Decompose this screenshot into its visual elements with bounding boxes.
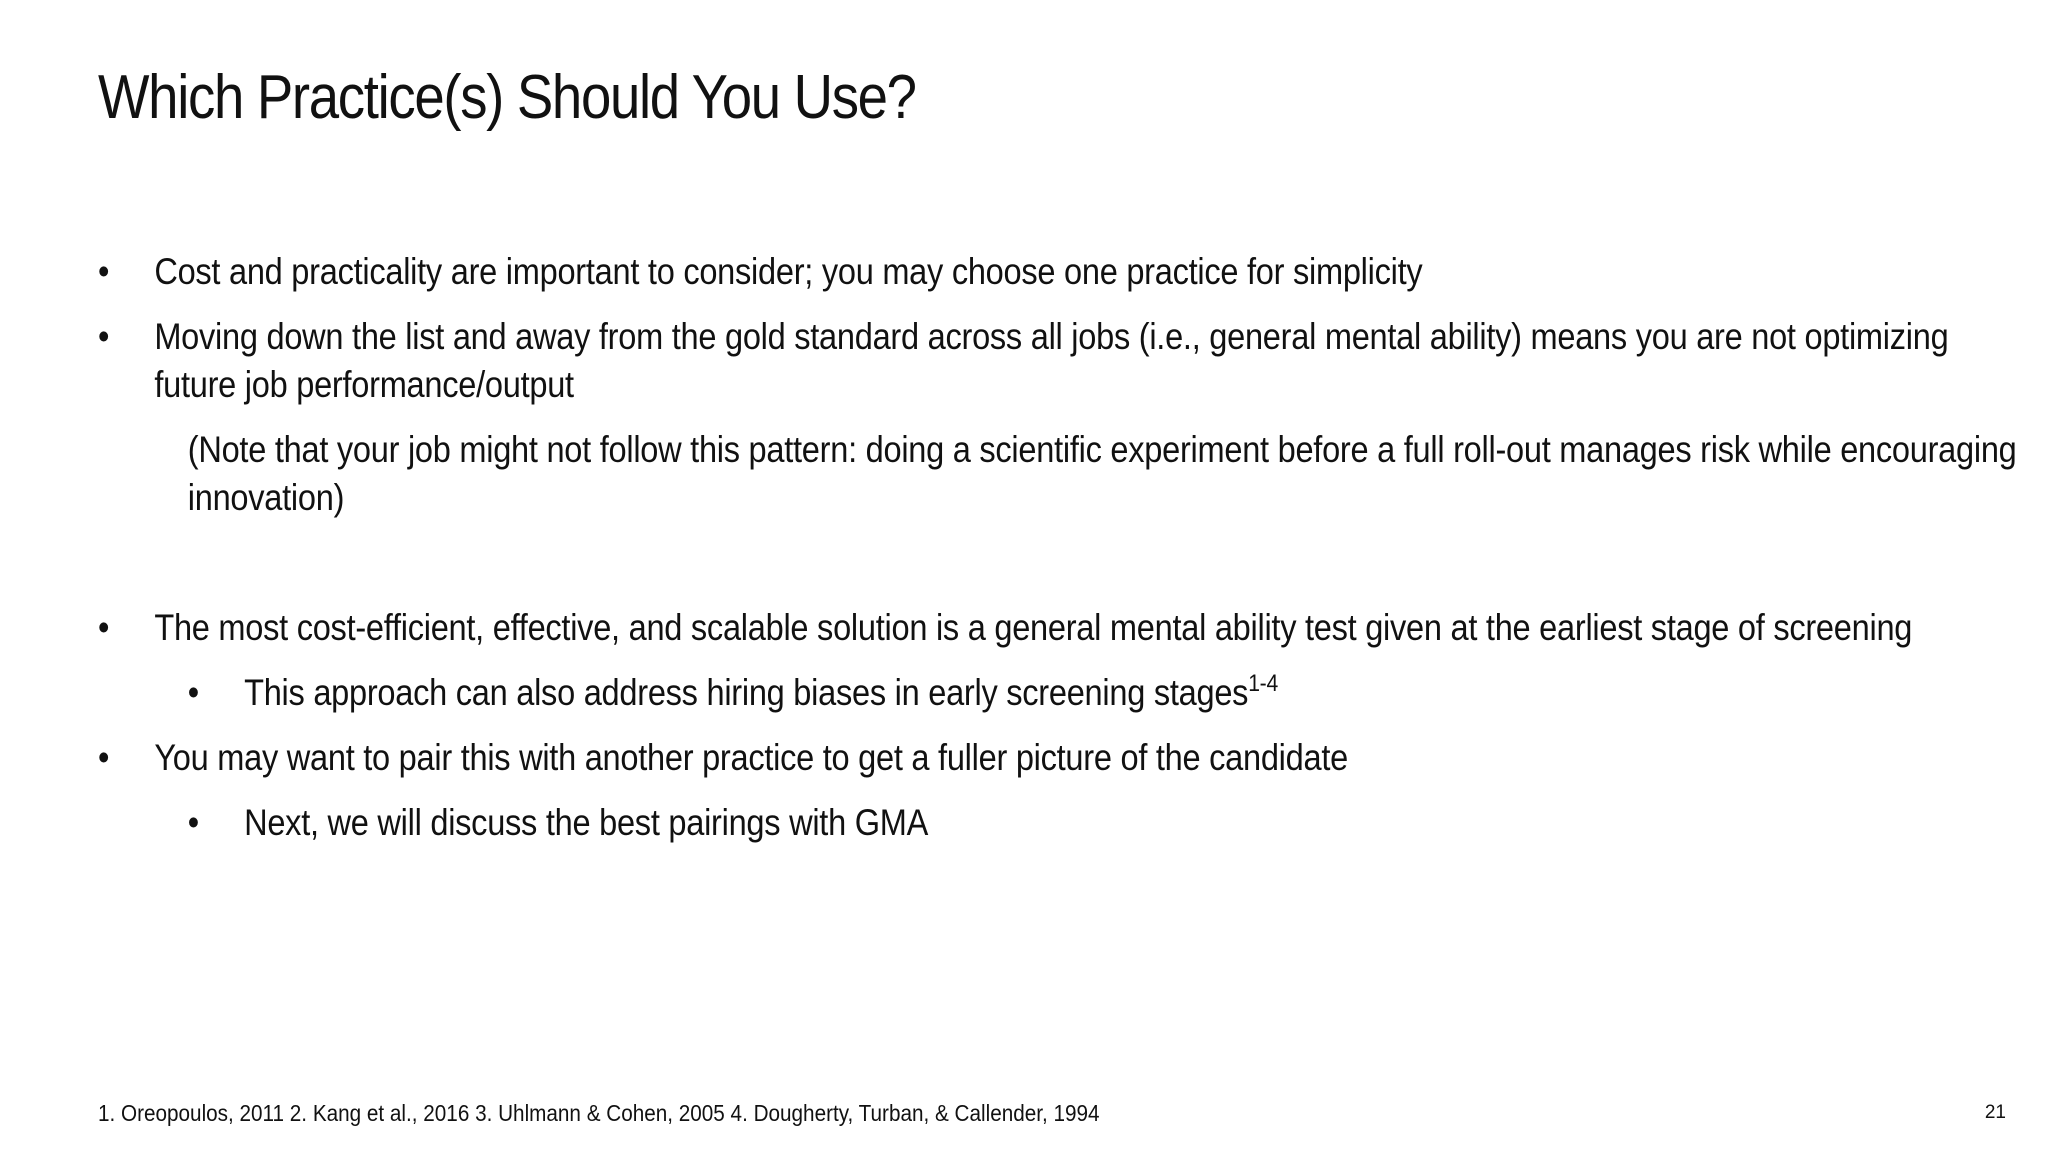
sub-bullet-item [98,669,2048,717]
bullet-text: You may want to pair this with another practice to get a fuller picture of the candidate [154,737,1348,778]
bullet-icon: • [98,737,110,778]
bullet-item [98,734,2002,782]
bullet-text: Cost and practicality are important to consider; you may choose one practice for simplicity [154,251,1423,292]
sub-bullet-text: Next, we will discuss the best pairings with GMA [244,802,929,843]
bullet-item [98,248,2002,296]
bullet-icon: • [98,316,110,357]
slide-title: Which Practice(s) Should You Use? [98,63,916,132]
bullet-text: Moving down the list and away from the gold standard across all jobs (i.e., general mental ability) means you are not optimizing future job performance/output [154,316,1949,405]
note-paragraph [98,426,2036,522]
sub-bullet-text [244,669,2048,717]
bullet-item [98,604,2002,652]
sub-bullet-item [98,799,2048,847]
page-number: 21 [1984,1102,2006,1123]
bullet-icon: • [98,607,110,648]
bullet-item [98,313,2002,409]
bullet-text: The most cost-efficient, effective, and scalable solution is a general mental ability test given at the earliest stage of screening [154,607,1913,648]
note-text: (Note that your job might not follow this pattern: doing a scientific experiment before a full roll-out manages risk while encouraging innovation) [187,429,2017,518]
bullet-icon: • [187,802,199,843]
sub-bullet-body: This approach can also address hiring biases in early screening stages [244,672,1249,713]
bullet-icon: • [98,251,110,292]
citation-superscript: 1-4 [1248,670,1278,697]
references-footer: 1. Oreopoulos, 2011 2. Kang et al., 2016 3. Uhlmann & Cohen, 2005 4. Dougherty, Turban, & Callender, 1994 [98,1100,1100,1126]
slide-body [98,248,2017,847]
bullet-icon: • [187,672,199,713]
